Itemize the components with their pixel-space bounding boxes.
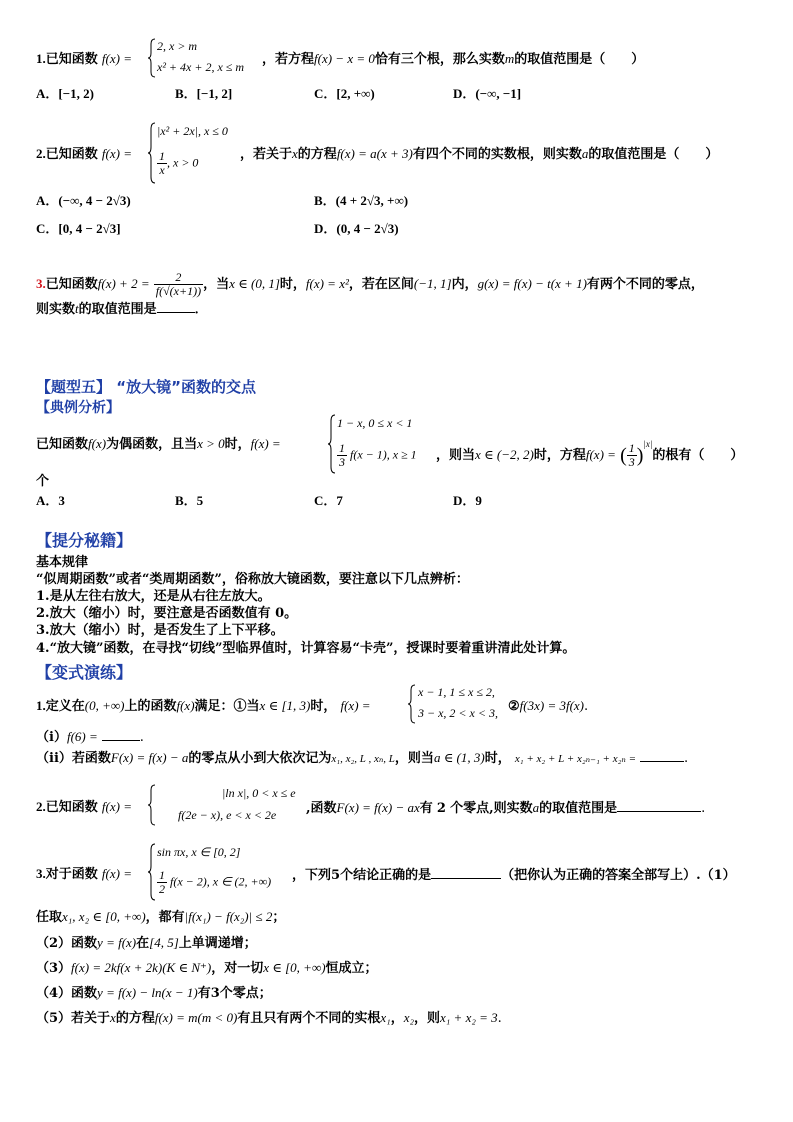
v1-sub1: （i）f(6) = . <box>36 729 144 745</box>
tips-item-4: 4.“放大镜”函数，在寻找“切线”型临界值时，计算容易“卡壳”，授课时要着重讲清此处计算。 <box>36 641 576 656</box>
s5-option-a[interactable]: A．3 <box>36 493 65 508</box>
v1-piece-2: 3 − x, 2 < x < 3, <box>418 706 498 720</box>
s5-piece-1: 1 − x, 0 ≤ x < 1 <box>337 416 413 430</box>
q1-option-c[interactable]: C．[2, +∞) <box>314 86 375 101</box>
v2-piece-1: |ln x|, 0 < x ≤ e <box>222 786 296 800</box>
q2-stem: 2.已知函数 f(x) = <box>36 146 132 162</box>
q1-fx: f(x) = <box>101 51 132 66</box>
v3-answer-blank[interactable] <box>431 866 501 879</box>
q2-option-b[interactable]: B．(4 + 2√3, +∞) <box>314 193 409 208</box>
tips-item-3: 3.放大（缩小）时，是否发生了上下平移。 <box>36 623 284 638</box>
v1-stem: 1.定义在(0, +∞)上的函数f(x)满足：①当x ∈ [1, 3)时， f(x) = <box>36 698 371 714</box>
q2-option-c[interactable]: C．[0, 4 − 2√3] <box>36 221 121 236</box>
v1-brace <box>408 684 416 724</box>
v3-s2: （2）函数y = f(x)在[4, 5]上单调递增； <box>36 935 257 951</box>
q2-piece-1: |x² + 2x|, x ≤ 0 <box>157 124 228 138</box>
v3-s4: （4）函数y = f(x) − ln(x − 1)有3个零点； <box>36 985 272 1001</box>
s5-option-c[interactable]: C．7 <box>314 493 343 508</box>
tips-item-1: 1.是从左往右放大，还是从右往左放大。 <box>36 589 271 604</box>
v1-sub2-blank[interactable] <box>640 749 684 762</box>
q1-option-d[interactable]: D．(−∞, −1] <box>453 86 522 101</box>
v1-piece-1: x − 1, 1 ≤ x ≤ 2, <box>418 685 495 699</box>
q1-piece-2: x² + 4x + 2, x ≤ m <box>157 60 245 74</box>
q3-stem: 3.已知函数f(x) + 2 = $\frac{2}{f(√(x+1))}$ ，当x ∈ (0, 1]时，f(x) = x²，若在区间(−1, 1]内，g(x) = f(x) − t(x + 1)有两个不同的零点， <box>36 270 704 298</box>
q2-piece-2: $\frac{1}{x}$ , x > 0 <box>159 149 199 177</box>
v3-stem: 3.对于函数 f(x) = <box>36 866 132 882</box>
variants-title: 【变式演练】 <box>36 663 133 682</box>
q2-option-a[interactable]: A．(−∞, 4 − 2√3) <box>36 193 131 208</box>
v3-brace <box>148 843 156 901</box>
v2-stem-rest: ,函数F(x) = f(x) − ax有 2 个零点,则实数a的取值范围是 . <box>306 800 706 816</box>
v1-stem-rest: ②f(3x) = 3f(x). <box>508 698 589 714</box>
q1-piece-1: 2, x > m <box>157 39 198 53</box>
s5-line2: 个 <box>36 474 50 489</box>
v3-s1: 任取x₁, x₂ ∈ [0, +∞)，都有|f(x₁) − f(x₂)| ≤ 2； <box>36 909 286 925</box>
v2-stem: 2.已知函数 f(x) = <box>36 799 132 815</box>
q1-stem-rest: ，若方程f(x) − x = 0恰有三个根，那么实数m的取值范围是（ ） <box>262 51 645 67</box>
q1-option-a[interactable]: A．[−1, 2) <box>36 86 94 101</box>
v2-piece-2: f(2e − x), e < x < 2e <box>178 808 277 822</box>
q2-brace <box>148 122 156 184</box>
q1-option-b[interactable]: B．[−1, 2] <box>175 86 233 101</box>
tips-rule: 基本规律 <box>36 555 89 570</box>
s5-option-b[interactable]: B．5 <box>175 493 204 508</box>
q2-option-d[interactable]: D．(0, 4 − 2√3) <box>314 221 399 236</box>
v2-answer-blank[interactable] <box>617 799 701 812</box>
q1-brace <box>148 38 156 78</box>
q1-equation: f(x) − x = 0 <box>314 51 375 66</box>
tips-item-2: 2.放大（缩小）时，要注意是否函数值有 0。 <box>36 606 298 621</box>
v3-s3: （3）f(x) = 2kf(x + 2k)(K ∈ N⁺)，对一切x ∈ [0, +∞)恒成立； <box>36 960 378 976</box>
s5-stem: 已知函数f(x)为偶函数，且当x > 0时，f(x) = <box>36 436 281 452</box>
q2-stem-rest: ，若关于x的方程f(x) = a(x + 3)有四个不同的实数根，则实数a的取值范围是（ ） <box>240 146 719 162</box>
s5-brace <box>328 414 336 474</box>
q3-fraction: $\frac{2}{f(√(x+1))}$ <box>155 270 202 298</box>
section5-title: 【题型五】 “放大镜”函数的交点 <box>36 378 256 396</box>
v3-stem-rest: ，下列5个结论正确的是 （把你认为正确的答案全部写上）.（1） <box>292 868 736 883</box>
v3-s5: （5）若关于x的方程f(x) = m(m < 0)有且只有两个不同的实根x₁，x₂，则x₁ + x₂ = 3. <box>36 1010 502 1026</box>
tips-intro: “似周期函数”或者“类周期函数”，俗称放大镜函数，要注意以下几点辨析： <box>36 572 469 587</box>
section5-sub: 【典例分析】 <box>36 400 120 416</box>
tips-title: 【提分秘籍】 <box>36 531 133 550</box>
q3-answer-blank[interactable] <box>157 300 195 313</box>
v1-sub1-blank[interactable] <box>102 728 140 741</box>
s5-stem-rest: ，则当x ∈ (−2, 2)时，方程f(x) = ( $\frac{1}{3}$ )$^{|x|}$的根有（ ） <box>436 439 744 469</box>
q3-line2: 则实数t的取值范围是 ． <box>36 301 208 317</box>
v3-piece-1: sin πx, x ∈ [0, 2] <box>157 845 241 859</box>
v3-piece-2: $\frac{1}{2}$ f(x − 2), x ∈ (2, +∞) <box>159 868 272 896</box>
q1-stem: 1.已知函数 f(x) = <box>36 51 132 67</box>
s5-piece-2: $\frac{1}{3}$ f(x − 1), x ≥ 1 <box>339 441 417 469</box>
q1-number: 1. <box>36 51 46 66</box>
s5-option-d[interactable]: D．9 <box>453 493 482 508</box>
v2-brace <box>148 784 156 826</box>
v1-sub2: （ii）若函数F(x) = f(x) − a的零点从小到大依次记为x₁, x₂, L , xₙ, L，则当a ∈ (1, 3)时， x₁ + x₂ + L + x₂ₙ₋₁ + x₂ₙ = . <box>36 750 689 766</box>
